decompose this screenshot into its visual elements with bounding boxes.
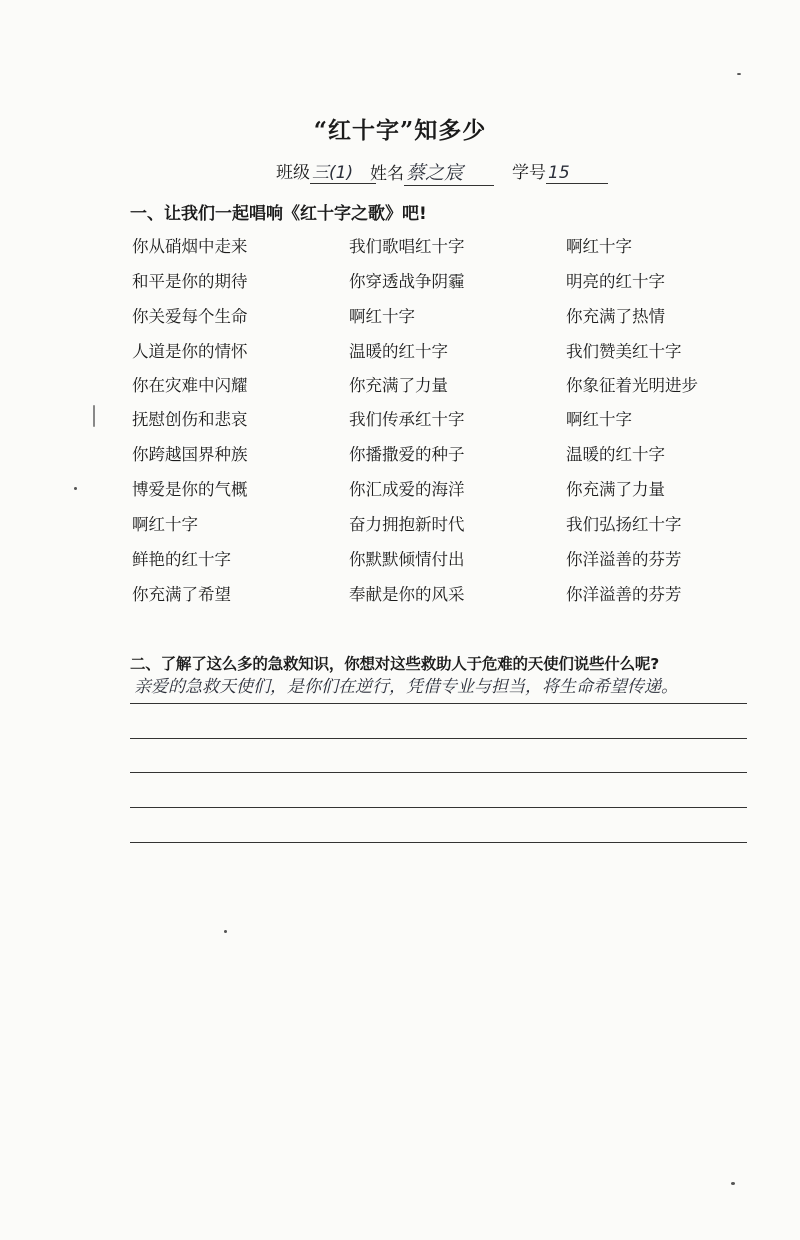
scan-speck [731, 1182, 735, 1185]
lyric-line: 我们赞美红十字 [566, 342, 682, 361]
lyric-line: 啊红十字 [566, 410, 632, 429]
lyric-line: 你充满了力量 [349, 376, 448, 395]
lyric-line: 我们弘扬红十字 [566, 515, 682, 534]
number-field [512, 158, 608, 184]
section1-heading: 一、让我们一起唱响《红十字之歌》吧! [130, 204, 427, 224]
lyric-line: 温暖的红十字 [566, 445, 665, 464]
answer-line [130, 772, 747, 773]
lyric-line: 啊红十字 [349, 307, 415, 326]
class-label: 班级 [276, 163, 310, 183]
lyric-line: 你播撒爱的种子 [349, 445, 465, 464]
class-field [276, 158, 376, 184]
name-field [370, 158, 494, 186]
class-value: 三(1) [310, 158, 376, 184]
lyric-line: 你在灾难中闪耀 [132, 376, 248, 395]
lyric-line: 你默默倾情付出 [349, 550, 465, 569]
section2-heading: 二、了解了这么多的急救知识，你想对这些救助人于危难的天使们说些什么呢? [130, 655, 659, 673]
lyric-line: 你象征着光明进步 [566, 376, 698, 395]
lyric-line: 你充满了希望 [132, 585, 231, 604]
lyric-line: 奉献是你的风采 [349, 585, 465, 604]
lyric-line: 啊红十字 [566, 237, 632, 256]
lyric-line: 明亮的红十字 [566, 272, 665, 291]
lyric-line: 你汇成爱的海洋 [349, 480, 465, 499]
answer-line [130, 807, 747, 808]
lyric-line: 你洋溢善的芬芳 [566, 550, 682, 569]
lyric-line: 奋力拥抱新时代 [349, 515, 465, 534]
number-value: 15 [546, 163, 608, 184]
lyric-line: 鲜艳的红十字 [132, 550, 231, 569]
lyric-line: 你充满了力量 [566, 480, 665, 499]
name-label: 姓名 [370, 164, 404, 184]
number-label: 学号 [512, 163, 546, 183]
worksheet-title: “红十字”知多少 [313, 117, 487, 144]
scan-speck [93, 405, 95, 427]
lyric-line: 你跨越国界种族 [132, 445, 248, 464]
lyric-line: 你关爱每个生命 [132, 307, 248, 326]
lyric-line: 我们歌唱红十字 [349, 237, 465, 256]
name-value: 蔡之宸 [404, 158, 494, 186]
lyric-line: 你充满了热情 [566, 307, 665, 326]
handwritten-answer: 亲爱的急救天使们，是你们在逆行，凭借专业与担当，将生命希望传递。 [134, 677, 678, 697]
scan-speck [74, 487, 77, 490]
scan-speck [737, 73, 741, 75]
answer-line [130, 703, 747, 704]
lyric-line: 啊红十字 [132, 515, 198, 534]
lyric-line: 博爱是你的气概 [132, 480, 248, 499]
lyric-line: 抚慰创伤和悲哀 [132, 410, 248, 429]
answer-line [130, 738, 747, 739]
lyric-line: 温暖的红十字 [349, 342, 448, 361]
answer-line [130, 842, 747, 843]
lyric-line: 我们传承红十字 [349, 410, 465, 429]
lyric-line: 你从硝烟中走来 [132, 237, 248, 256]
lyric-line: 你穿透战争阴霾 [349, 272, 465, 291]
lyric-line: 人道是你的情怀 [132, 342, 248, 361]
scan-speck [224, 930, 227, 933]
lyric-line: 你洋溢善的芬芳 [566, 585, 682, 604]
lyric-line: 和平是你的期待 [132, 272, 248, 291]
